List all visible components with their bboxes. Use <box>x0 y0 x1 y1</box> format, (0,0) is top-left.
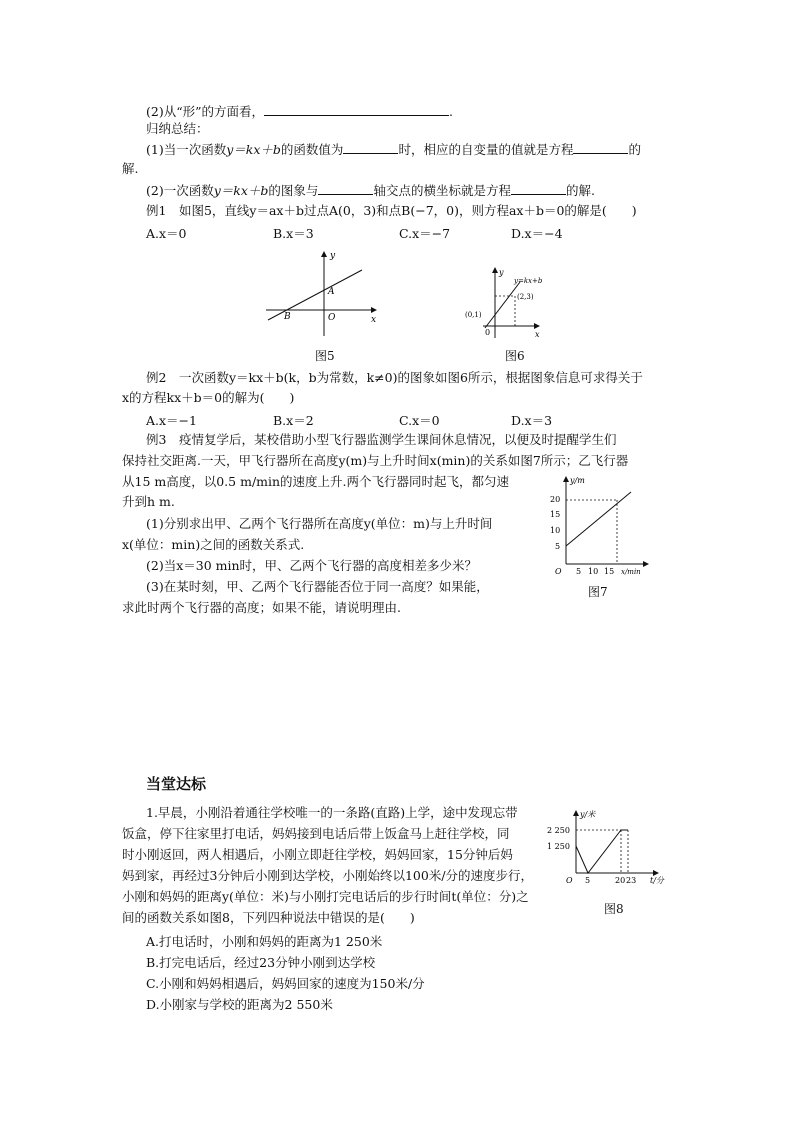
y-tick-5: 5 <box>555 542 561 551</box>
example2-option-c[interactable]: C.x＝0 <box>399 413 440 428</box>
summary-item-1-cont: 解. <box>122 161 139 176</box>
figure-6 <box>463 266 545 342</box>
problem1-line2: 饭盒，停下往家里打电话，妈妈接到电话后带上饭盒马上赶往学校，同 <box>122 826 510 841</box>
figure-5-caption: 图5 <box>315 349 335 363</box>
figure-8 <box>546 808 674 890</box>
example3-q3-line1: (3)在某时刻，甲、乙两个飞行器能否位于同一高度？如果能， <box>146 579 489 594</box>
example1-option-a[interactable]: A.x＝0 <box>146 226 187 241</box>
x-tick-23: 23 <box>626 876 637 885</box>
y-axis-label: y <box>330 251 336 261</box>
y-tick-1250: 1 250 <box>547 842 570 851</box>
problem1-line3: 时小刚返回，两人相遇后，小刚立即赶往学校，妈妈回家，15分钟后妈 <box>122 847 513 862</box>
problem1-option-b[interactable]: B.打完电话后，经过23分钟小刚到达学校 <box>146 955 376 970</box>
x-tick-15: 15 <box>604 567 615 576</box>
example2-option-d[interactable]: D.x＝3 <box>511 413 553 428</box>
y-axis-label: y <box>499 268 504 277</box>
origin-label: O <box>566 876 573 885</box>
problem1-option-a[interactable]: A.打电话时，小刚和妈妈的距离为1 250米 <box>146 934 383 949</box>
x-tick-5: 5 <box>576 567 582 576</box>
point-label-2-3: (2,3) <box>517 293 534 301</box>
example3-line4: 升到h m. <box>122 494 175 509</box>
problem1-line4: 妈到家，再经过3分钟后小刚到达学校，小刚始终以100米/分的速度步行， <box>122 868 534 883</box>
example3-line1: 例3 疫情复学后，某校借助小型飞行器监测学生课间休息情况，以便及时提醒学生们 <box>146 432 617 447</box>
x-tick-20: 20 <box>615 876 626 885</box>
y-tick-15: 15 <box>550 510 561 519</box>
point-a-label: A <box>328 287 335 297</box>
x-axis-label: x <box>535 330 540 339</box>
problem1-option-c[interactable]: C.小刚和妈妈相遇后，妈妈回家的速度为150米/分 <box>146 976 425 991</box>
x-axis-label: x <box>371 315 377 325</box>
answer-blank[interactable] <box>573 141 628 154</box>
problem1-option-d[interactable]: D.小刚家与学校的距离为2 550米 <box>146 997 333 1012</box>
answer-blank[interactable] <box>318 182 373 195</box>
figure-7 <box>536 474 664 578</box>
distance-graph <box>576 830 628 873</box>
example3-line3: 从15 m高度，以0.5 m/min的速度上升.两个飞行器同时起飞，都匀速 <box>122 474 510 489</box>
section-title: 当堂达标 <box>146 775 207 793</box>
example3-q1-line1: (1)分别求出甲、乙两个飞行器所在高度y(单位：m)与上升时间 <box>146 516 493 531</box>
figure-7-caption: 图7 <box>588 585 608 599</box>
origin-label: O <box>555 567 562 576</box>
problem1-line1: 1.早晨，小刚沿着通往学校唯一的一条路(直路)上学，途中发现忘带 <box>146 805 518 820</box>
figure-5 <box>262 248 384 338</box>
point-b-label: B <box>284 312 291 322</box>
example3-q3-line2: 求此时两个飞行器的高度；如果不能，请说明理由. <box>122 600 401 615</box>
example1-stem: 例1 如图5，直线y＝ax＋b过点A(0，3)和点B(−7，0)，则方程ax＋b＝0的解是( ) <box>146 203 637 218</box>
summary-item-2: (2)一次函数y＝kx＋b的图象与 轴交点的横坐标就是方程 的解. <box>146 183 595 198</box>
answer-blank[interactable] <box>343 141 398 154</box>
y-axis-label: y/m <box>570 476 585 485</box>
x-tick-10: 10 <box>588 567 599 576</box>
figure-8-caption: 图8 <box>604 902 624 916</box>
example2-stem-line2: x的方程kx＋b＝0的解为( ) <box>122 390 295 405</box>
intro-line1: (2)从“形”的方面看， . <box>146 104 453 119</box>
example1-option-c[interactable]: C.x＝−7 <box>399 226 451 241</box>
answer-blank[interactable] <box>264 103 449 116</box>
line-label: y=kx+b <box>514 277 543 285</box>
example3-q1-line2: x(单位：min)之间的函数关系式. <box>122 537 305 552</box>
example3-q2: (2)当x＝30 min时，甲、乙两个飞行器的高度相差多少米？ <box>146 558 478 573</box>
origin-label: O <box>328 313 336 323</box>
summary-item-1: (1)当一次函数y＝kx＋b的函数值为 时，相应的自变量的值就是方程 的 <box>146 142 641 157</box>
summary-title: 归纳总结： <box>146 121 209 136</box>
example1-option-d[interactable]: D.x＝−4 <box>511 226 563 241</box>
intro-text: (2)从“形”的方面看， <box>146 104 264 119</box>
figure-6-caption: 图6 <box>505 349 525 363</box>
problem1-line5: 小刚和妈妈的距离y(单位：米)与小刚打完电话后的步行时间t(单位：分)之 <box>122 889 529 904</box>
y-axis-label: y/米 <box>580 810 596 819</box>
line-graph <box>268 270 362 320</box>
x-tick-5: 5 <box>585 876 591 885</box>
example2-option-a[interactable]: A.x＝−1 <box>146 413 197 428</box>
example1-option-b[interactable]: B.x＝3 <box>273 226 314 241</box>
example3-line2: 保持社交距离.一天，甲飞行器所在高度y(m)与上升时间x(min)的关系如图7所示；乙飞行器 <box>122 453 629 468</box>
example2-stem-line1: 例2 一次函数y＝kx＋b(k，b为常数，k≠0)的图象如图6所示，根据图象信息可求得关于 <box>146 370 643 385</box>
y-tick-10: 10 <box>550 526 561 535</box>
x-axis-label: t/分 <box>650 876 664 885</box>
answer-blank[interactable] <box>511 182 566 195</box>
example2-option-b[interactable]: B.x＝2 <box>273 413 314 428</box>
origin-label: 0 <box>485 328 491 337</box>
problem1-line6: 间的函数关系如图8，下列四种说法中错误的是( ) <box>122 910 415 925</box>
y-tick-20: 20 <box>550 495 561 504</box>
point-label-0-1: (0,1) <box>465 311 482 319</box>
x-axis-label: x/min <box>621 568 641 576</box>
y-tick-2250: 2 250 <box>547 826 570 835</box>
